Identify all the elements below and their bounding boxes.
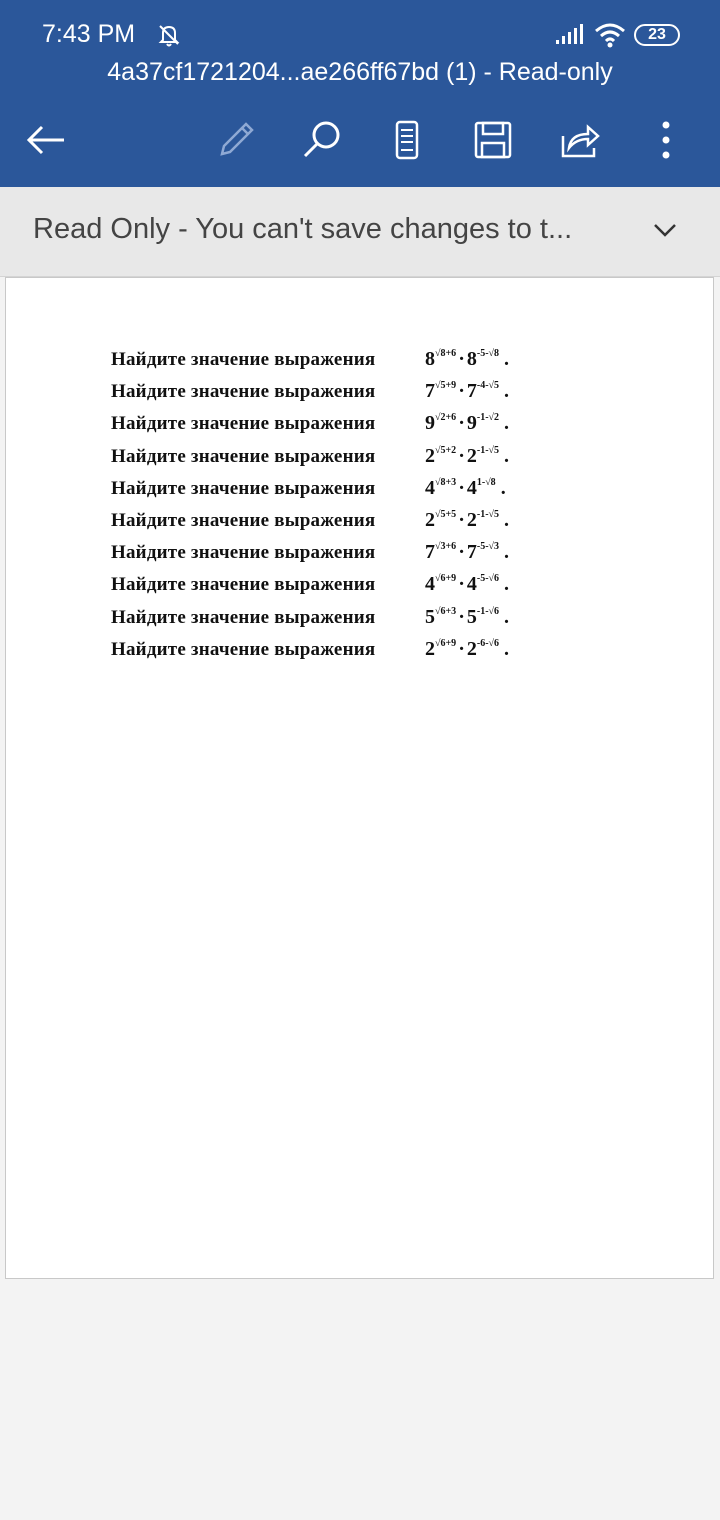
multiply-dot: ·	[458, 412, 465, 435]
period: .	[499, 573, 510, 596]
base-2: 2	[466, 444, 477, 467]
exponent-1: √8+3	[435, 476, 457, 488]
base-2: 2	[466, 637, 477, 660]
math-expression	[425, 445, 509, 468]
battery-icon: 23	[634, 24, 680, 46]
base-2: 4	[466, 573, 477, 596]
save-icon[interactable]	[471, 118, 515, 162]
base-1: 2	[425, 444, 435, 467]
exponent-2: -1-√5	[476, 444, 500, 456]
base-1: 7	[425, 541, 435, 564]
multiply-dot: ·	[458, 444, 465, 467]
period: .	[499, 348, 510, 370]
problem-line	[111, 380, 509, 412]
exponent-2: -1-√2	[476, 412, 500, 424]
status-bar	[0, 0, 720, 62]
problem-text: Найдите значение выражения	[111, 413, 376, 435]
problem-text: Найдите значение выражения	[111, 349, 376, 370]
period: .	[499, 380, 510, 403]
base-1: 7	[425, 380, 435, 403]
more-vertical-icon[interactable]	[644, 118, 688, 162]
problem-line	[111, 541, 509, 573]
problem-text: Найдите значение выражения	[111, 477, 376, 499]
period: .	[499, 412, 510, 435]
exponent-1: √6+9	[435, 637, 457, 649]
read-only-notice-text: Read Only - You can't save changes to t...	[33, 213, 573, 245]
base-1: 8	[425, 348, 435, 370]
base-2: 9	[466, 412, 477, 435]
exponent-2: -6-√6	[476, 637, 500, 649]
problem-text: Найдите значение выражения	[111, 574, 376, 596]
multiply-dot: ·	[458, 637, 465, 660]
base-1: 4	[425, 573, 435, 596]
signal-icon	[554, 24, 584, 46]
wifi-icon	[594, 22, 626, 48]
problem-text: Найдите значение выражения	[111, 445, 376, 467]
period: .	[499, 637, 510, 660]
notifications-muted-icon	[156, 22, 182, 48]
document-title: 4a37cf1721204...ae266ff67bd (1) - Read-only	[107, 58, 613, 86]
exponent-1: √3+6	[435, 541, 457, 553]
multiply-dot: ·	[458, 476, 465, 499]
math-expression	[425, 380, 509, 403]
math-expression	[425, 573, 509, 596]
math-expression	[425, 638, 509, 661]
math-expression	[425, 477, 506, 500]
period: .	[499, 605, 510, 628]
problem-text: Найдите значение выражения	[111, 381, 376, 403]
period: .	[499, 444, 510, 467]
math-expression	[425, 348, 509, 371]
document-page[interactable]	[5, 277, 714, 1279]
problem-line	[111, 445, 509, 477]
multiply-dot: ·	[458, 348, 465, 370]
exponent-2: -1-√5	[476, 508, 500, 520]
math-expression	[425, 509, 509, 532]
problem-line	[111, 573, 509, 605]
exponent-2: -5-√6	[476, 573, 500, 585]
problem-list	[111, 348, 509, 670]
exponent-2: -4-√5	[476, 380, 500, 392]
problem-line	[111, 348, 509, 380]
problem-line	[111, 477, 509, 509]
problem-text: Найдите значение выражения	[111, 509, 376, 531]
back-arrow-icon[interactable]	[24, 118, 68, 162]
problem-line	[111, 638, 509, 670]
base-1: 4	[425, 476, 435, 499]
base-1: 9	[425, 412, 435, 435]
pencil-icon[interactable]	[214, 118, 258, 162]
base-1: 2	[425, 508, 435, 531]
base-2: 2	[466, 508, 477, 531]
status-time: 7:43 PM	[42, 20, 136, 48]
exponent-2: -5-√3	[476, 541, 500, 553]
problem-text: Найдите значение выражения	[111, 542, 376, 564]
math-expression	[425, 412, 509, 435]
multiply-dot: ·	[458, 605, 465, 628]
period: .	[495, 476, 506, 499]
problem-text: Найдите значение выражения	[111, 606, 376, 628]
problem-line	[111, 606, 509, 638]
base-2: 8	[466, 348, 477, 370]
multiply-dot: ·	[458, 508, 465, 531]
exponent-2: -1-√6	[476, 605, 500, 617]
period: .	[499, 541, 510, 564]
share-icon[interactable]	[558, 118, 602, 162]
math-expression	[425, 541, 509, 564]
read-only-notice-bar[interactable]	[0, 187, 720, 277]
base-2: 4	[466, 476, 477, 499]
base-1: 2	[425, 637, 435, 660]
period: .	[499, 508, 510, 531]
exponent-1: √8+6	[435, 348, 457, 359]
base-1: 5	[425, 605, 435, 628]
reading-view-icon[interactable]	[385, 118, 429, 162]
exponent-1: √5+5	[435, 508, 457, 520]
exponent-1: √6+3	[435, 605, 457, 617]
problem-line	[111, 509, 509, 541]
exponent-1: √5+9	[435, 380, 457, 392]
base-2: 5	[466, 605, 477, 628]
exponent-1: √2+6	[435, 412, 457, 424]
problem-line	[111, 412, 509, 444]
exponent-1: √6+9	[435, 573, 457, 585]
exponent-2: 1-√8	[476, 476, 496, 488]
base-2: 7	[466, 541, 477, 564]
chevron-down-icon[interactable]	[650, 218, 680, 242]
math-expression	[425, 606, 509, 629]
exponent-2: -5-√8	[476, 348, 500, 359]
app-bar	[0, 0, 720, 187]
base-2: 7	[466, 380, 477, 403]
search-icon[interactable]	[300, 118, 344, 162]
problem-text: Найдите значение выражения	[111, 638, 376, 660]
multiply-dot: ·	[458, 541, 465, 564]
multiply-dot: ·	[458, 380, 465, 403]
multiply-dot: ·	[458, 573, 465, 596]
exponent-1: √5+2	[435, 444, 457, 456]
